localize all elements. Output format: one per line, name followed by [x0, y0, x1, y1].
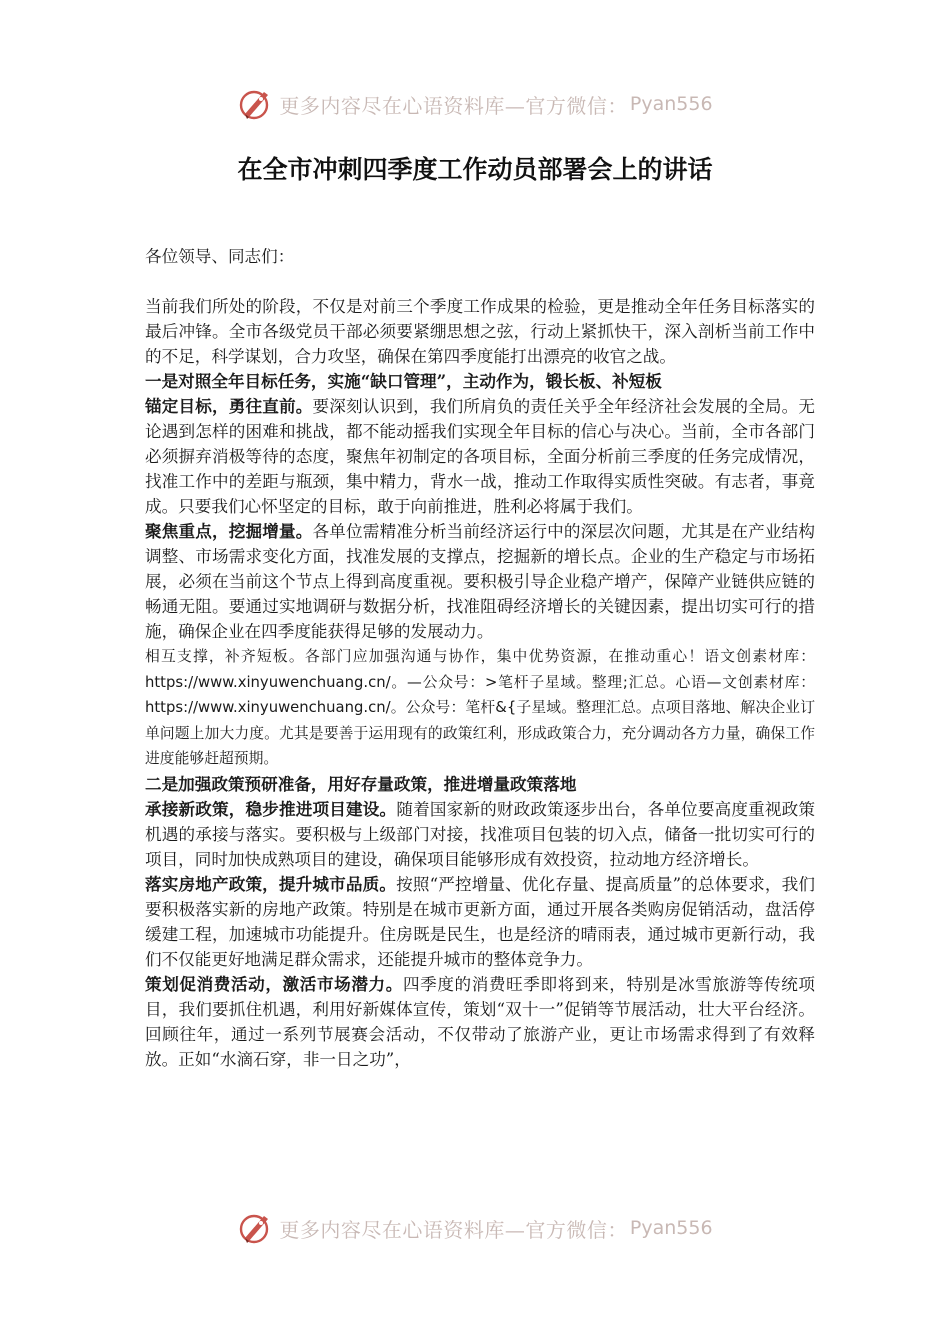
- banner-wechat-id: Pyan556: [629, 1217, 713, 1239]
- document-body: [145, 244, 815, 1072]
- section-1-p3-text: 各部门应加强沟通与协作，集中优势资源，在推动重心！语文创素材库：https://www.xinyuwenchuang.cn/。—公众号：>笔杆子星域。整理;汇总。心语—文创素材库：https://www.xinyuwenchuang.cn/。公众号：笔杆&{子星域。整理汇总。点项目落地、解决企业订单问题上加大力度。尤其是要善于运用现有的政策红利，形成政策合力，充分调动各方力量，确保工作进度能够赶超预期。: [145, 648, 815, 767]
- section-1-paragraph-3: [145, 644, 815, 772]
- section-2-p2-lead: 落实房地产政策，提升城市品质。: [145, 873, 397, 894]
- section-2-paragraph-3: [145, 972, 815, 1072]
- section-2-p3-lead: 策划促消费活动，激活市场潜力。: [145, 973, 403, 994]
- section-2-p1-text: 随着国家新的财政政策逐步出台，各单位要高度重视政策机遇的承接与落实。要积极与上级部门对接，找准项目包装的切入点，储备一批切实可行的项目，同时加快成熟项目的建设，确保项目能够形成有效投资，拉动地方经济增长。: [145, 799, 816, 869]
- banner-wechat-id: Pyan556: [629, 93, 713, 115]
- footer-banner: [0, 1206, 950, 1250]
- page-title: 在全市冲刺四季度工作动员部署会上的讲话: [237, 155, 713, 184]
- section-1-p3-lead: 相互支撑，补齐短板。: [145, 648, 305, 665]
- section-2-heading: 二是加强政策预研准备，用好存量政策，推进增量政策落地: [145, 773, 577, 794]
- section-1-p2-lead: 聚焦重点，挖掘增量。: [145, 521, 313, 541]
- intro-paragraph: 当前我们所处的阶段，不仅是对前三个季度工作成果的检验，更是推动全年任务目标落实的最后冲锋。全市各级党员干部必须要紧绷思想之弦，行动上紧抓快干，深入剖析当前工作中的不足，科学谋划，合力攻坚，确保在第四季度能打出漂亮的收官之战。: [145, 297, 815, 366]
- section-1-heading: 一是对照全年目标任务，实施“缺口管理”，主动作为，锻长板、补短板: [145, 371, 662, 391]
- banner-text: 更多内容尽在心语资料库—官方微信：: [279, 93, 628, 118]
- greeting: 各位领导、同志们：: [145, 247, 295, 266]
- banner-text: 更多内容尽在心语资料库—官方微信：: [279, 1217, 628, 1242]
- section-1-paragraph-1: [145, 394, 815, 519]
- section-1-p2-text: 各单位需精准分析当前经济运行中的深层次问题，尤其是在产业结构调整、市场需求变化方面，找准发展的支撑点，挖掘新的增长点。企业的生产稳定与市场拓展，必须在当前这个节点上得到高度重视。要积极引导企业稳产增产，保障产业链供应链的畅通无阻。要通过实地调研与数据分析，找准阻碍经济增长的关键因素，提出切实可行的措施，确保企业在四季度能获得足够的发展动力。: [145, 522, 816, 641]
- pen-logo-icon: [237, 1210, 273, 1246]
- section-2-p2-text: 按照“严控增量、优化存量、提高质量”的总体要求，我们要积极落实新的房地产政策。特别是在城市更新方面，通过开展各类购房促销活动，盘活停缓建工程，加速城市功能提升。住房既是民生，也是经济的晴雨表，通过城市更新行动，我们不仅能更好地满足群众需求，还能提升城市的整体竞争力。: [145, 874, 815, 969]
- section-1-p1-lead: 锚定目标，勇往直前。: [145, 396, 313, 416]
- section-1-paragraph-2: [145, 519, 815, 644]
- section-1-p1-text: 要深刻认识到，我们所肩负的责任关乎全年经济社会发展的全局。无论遇到怎样的困难和挑战，都不能动摇我们实现全年目标的信心与决心。当前，全市各部门必须摒弃消极等待的态度，聚焦年初制定的各项目标，全面分析前三季度的任务完成情况，找准工作中的差距与瓶颈，集中精力，背水一战，推动工作取得实质性突破。有志者，事竟成。只要我们心怀坚定的目标，敢于向前推进，胜利必将属于我们。: [145, 397, 816, 516]
- section-2-paragraph-2: [145, 872, 815, 972]
- section-2-paragraph-1: [145, 797, 815, 872]
- pen-logo-icon: [237, 86, 273, 122]
- section-2-p3-text: 四季度的消费旺季即将到来，特别是冰雪旅游等传统项目，我们要抓住机遇，利用好新媒体宣传，策划“双十一”促销等节展活动，壮大平台经济。回顾往年，通过一系列节展赛会活动，不仅带动了旅游产业，更让市场需求得到了有效释放。正如“水滴石穿，非一日之功”，: [145, 974, 816, 1069]
- section-2-p1-lead: 承接新政策，稳步推进项目建设。: [145, 798, 397, 819]
- header-banner: [0, 82, 950, 126]
